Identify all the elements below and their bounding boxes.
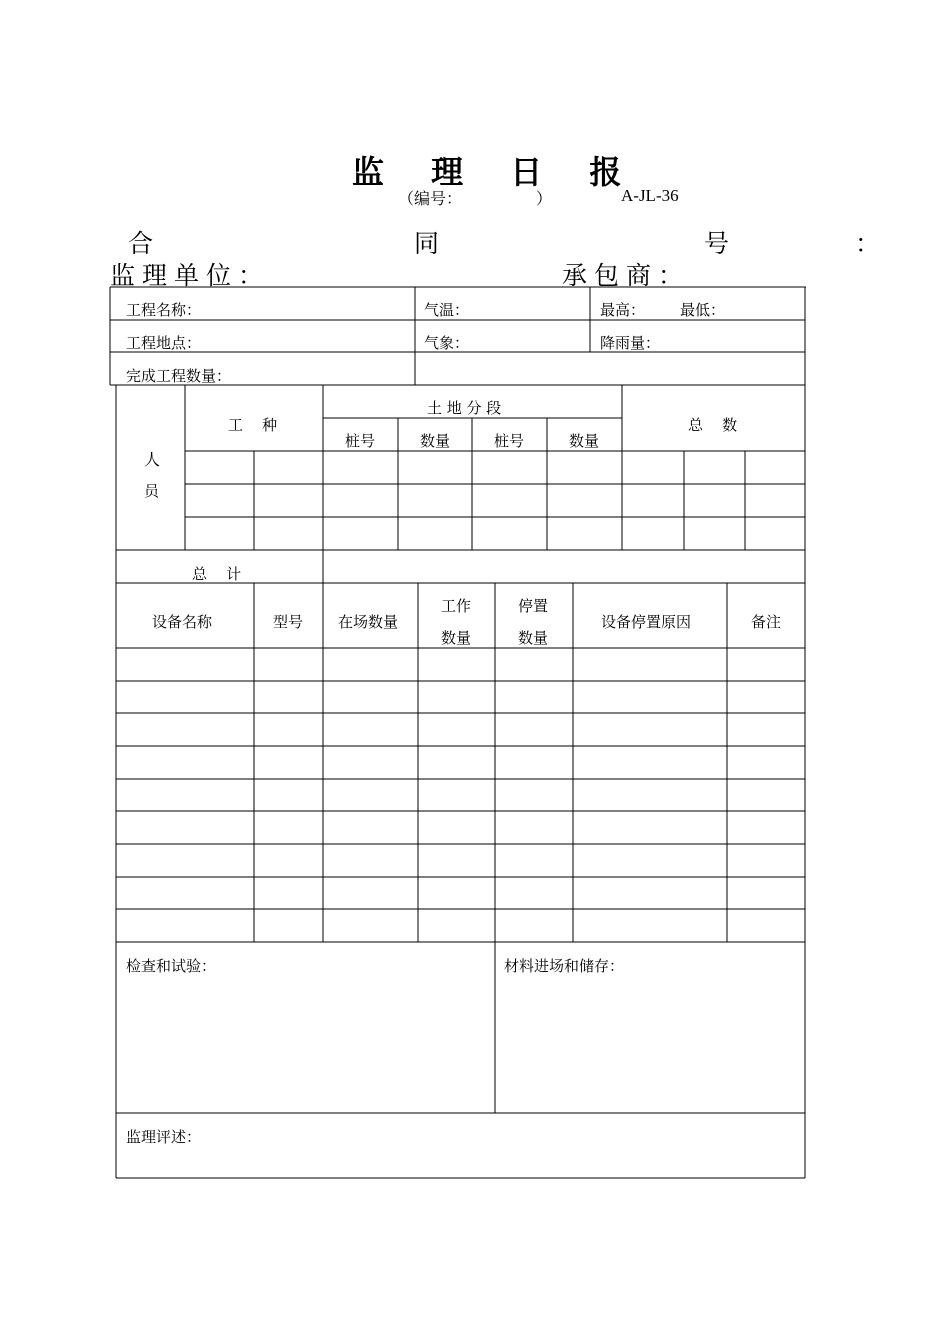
personnel-side-label: 人 — [144, 450, 161, 469]
contractor-label: 承包商： — [562, 261, 691, 290]
quantity-header: 数量 — [420, 432, 451, 450]
contract-label-char: 号 — [704, 229, 730, 258]
lowest-temp-label: 最低： — [680, 301, 726, 319]
pile-number-header: 桩号 — [494, 432, 525, 450]
section-header: 土 地 分 段 — [427, 399, 502, 417]
inspection-label: 检查和试验： — [126, 957, 217, 975]
working-quantity-header: 数量 — [441, 629, 472, 647]
project-location-label: 工程地点： — [126, 334, 202, 352]
contract-label-char: ： — [855, 229, 881, 258]
personnel-side-label: 员 — [144, 482, 160, 500]
supervision-review-label: 监理评述： — [126, 1128, 202, 1146]
working-quantity-header: 工作 — [441, 597, 472, 615]
equipment-name-header: 设备名称 — [152, 613, 213, 631]
stopped-quantity-header: 数量 — [518, 629, 549, 647]
contract-label-char: 合 — [128, 229, 154, 258]
serial-number-close: ） — [536, 189, 553, 208]
completed-quantity-label: 完成工程数量： — [126, 367, 232, 385]
total-count-header: 总 数 — [688, 416, 738, 434]
serial-number-label: （编号： — [398, 189, 463, 208]
supervision-unit-label: 监理单位： — [110, 261, 271, 290]
weather-label: 气象： — [424, 334, 470, 352]
stop-reason-header: 设备停置原因 — [601, 613, 692, 631]
work-type-header: 工 种 — [228, 416, 278, 434]
model-header: 型号 — [273, 613, 304, 631]
remarks-header: 备注 — [751, 613, 782, 631]
grand-total-label: 总 计 — [192, 565, 242, 583]
rainfall-label: 降雨量： — [600, 334, 661, 352]
contract-label-char: 同 — [414, 229, 440, 258]
page-title: 监 理 日 报 — [352, 153, 640, 191]
form-code: A-JL-36 — [621, 186, 679, 205]
highest-temp-label: 最高： — [600, 301, 646, 319]
quantity-header: 数量 — [569, 432, 600, 450]
temperature-label: 气温： — [424, 301, 470, 319]
pile-number-header: 桩号 — [345, 432, 376, 450]
stopped-quantity-header: 停置 — [518, 597, 549, 615]
project-name-label: 工程名称： — [126, 301, 202, 319]
materials-label: 材料进场和储存： — [504, 957, 625, 975]
onsite-quantity-header: 在场数量 — [338, 613, 399, 631]
